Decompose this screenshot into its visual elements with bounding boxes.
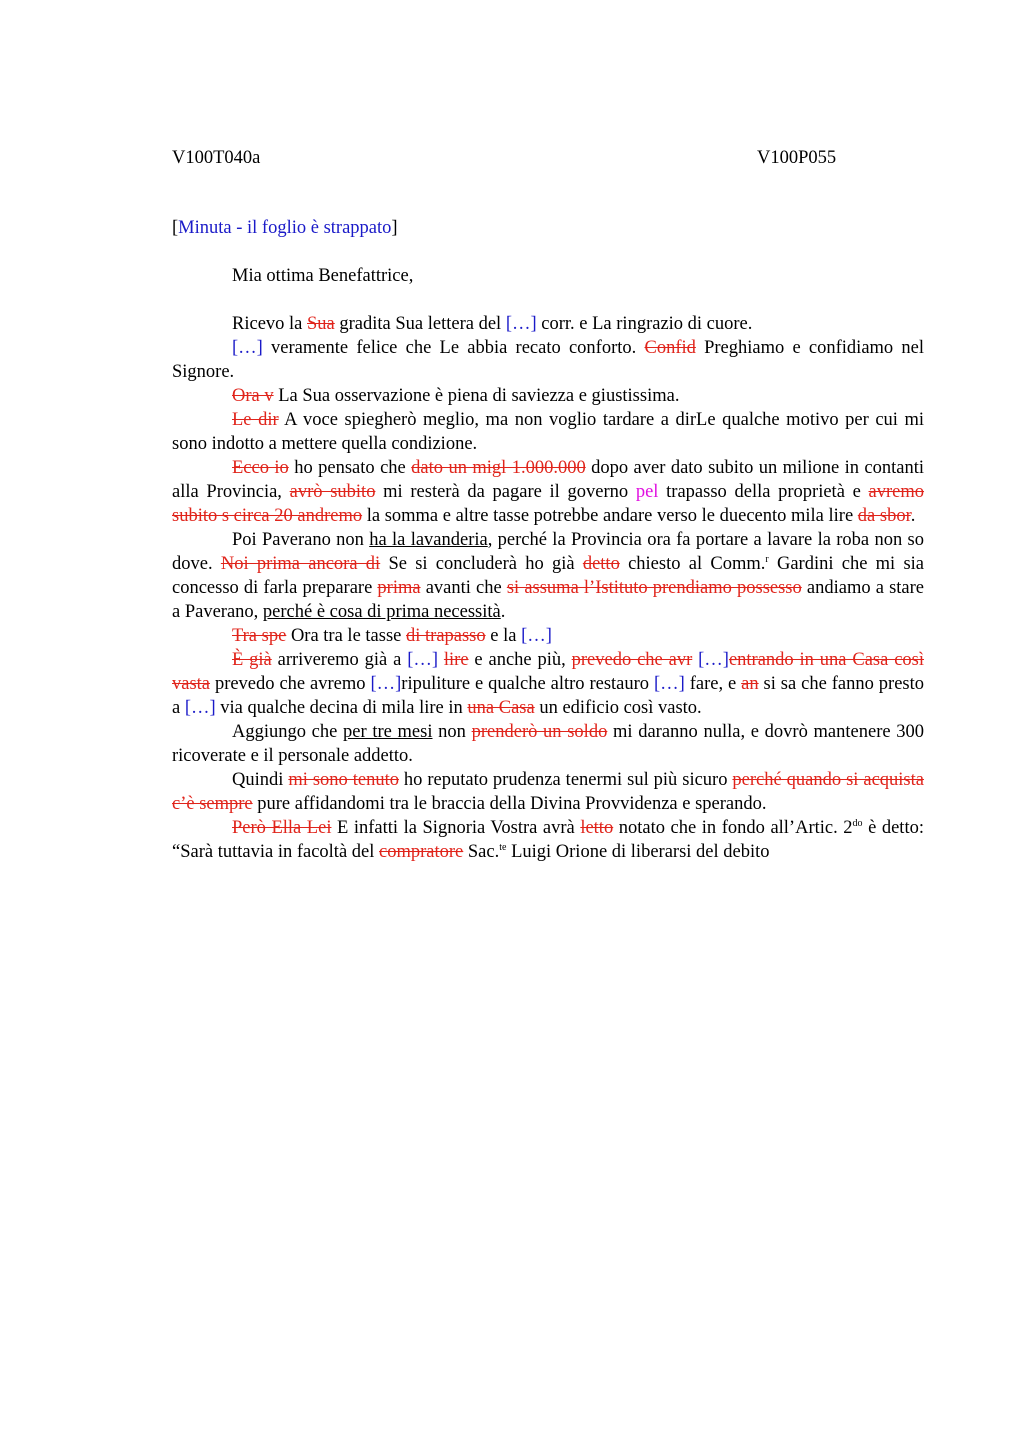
deleted-text: an xyxy=(741,674,759,694)
gap-marker: […] xyxy=(653,674,685,694)
deleted-text: compratore xyxy=(379,842,464,862)
gap-marker: […] xyxy=(370,674,402,694)
paragraph: Tra spe Ora tra le tasse di trapasso e la […] xyxy=(232,626,552,646)
underlined-text: per tre mesi xyxy=(343,722,433,742)
paragraph: […] veramente felice che Le abbia recato conforto. Confid Preghiamo e confidiamo nel Signore. xyxy=(172,338,924,382)
deleted-text: mi sono tenuto xyxy=(288,770,399,790)
paragraph: Però Ella Lei E infatti la Signoria Vostra avrà letto notato che in fondo all’Artic. $2^{do}$ è detto: “Sarà tuttavia in facoltà del compratore Sac.$^{te}$ Luigi Orione di liberarsi del debito xyxy=(172,818,924,862)
deleted-text: prenderò un soldo xyxy=(471,722,608,742)
gap-marker: […] xyxy=(232,338,263,358)
superscript: r xyxy=(765,554,769,565)
gap-marker: […] xyxy=(698,650,729,670)
deleted-text: detto xyxy=(582,554,620,574)
deleted-text: Tra spe xyxy=(232,626,287,646)
superscript: te xyxy=(499,842,507,853)
superscript: do xyxy=(852,818,863,829)
deleted-text: di trapasso xyxy=(406,626,486,646)
inserted-text: pel xyxy=(635,482,659,502)
paragraph: Quindi mi sono tenuto ho reputato prudenza tenermi sul più sicuro perché quando si acquista c’è sempre pure affidandomi tra le braccia della Divina Provvidenza e sperando. xyxy=(172,770,924,814)
letter-body xyxy=(172,216,924,864)
paragraph: Le dir A voce spiegherò meglio, ma non voglio tardare a dirLe qualche motivo per cui mi sono indotto a mettere quella condizione. xyxy=(172,410,925,454)
paragraph: Ecco io ho pensato che dato un migl 1.000.000 dopo aver dato subito un milione in contanti alla Provincia, avrò subito mi resterà da pagare il governo pel trapasso della proprietà e avremo subito s circa 20 andremo la somma e altre tasse potrebbe andare verso le duecento mila lire da sbor. xyxy=(172,458,925,526)
deleted-text: avremo subito s circa 20 andremo xyxy=(172,482,925,526)
document-code-left: V100T040a xyxy=(172,148,261,168)
gap-marker: […] xyxy=(505,314,537,334)
paragraph: Ora v La Sua osservazione è piena di saviezza e giustissima. xyxy=(232,386,680,406)
salutation: Mia ottima Benefattrice, xyxy=(232,266,414,286)
deleted-text: Confid xyxy=(644,338,696,358)
deleted-text: avrò subito xyxy=(289,482,376,502)
gap-marker: […] xyxy=(407,650,439,670)
underlined-text: perché è cosa di prima necessità xyxy=(262,602,501,622)
deleted-text: Ora v xyxy=(232,386,274,406)
paragraph: Ricevo la Sua gradita Sua lettera del […] corr. e La ringrazio di cuore. xyxy=(232,314,753,334)
deleted-text: Sua xyxy=(307,314,335,334)
deleted-text: si assuma l’Istituto prendiamo possesso xyxy=(506,578,802,598)
paragraph: È già arriveremo già a […] lire e anche più, prevedo che avr […]entrando in una Casa così vasta prevedo che avremo […]ripuliture e qualche altro restauro […] fare, e an si sa che fanno presto a […] via qualche decina di mila lire in una Casa un edificio così vasto. xyxy=(172,650,924,718)
deleted-text: prima xyxy=(377,578,421,598)
editorial-note: [Minuta - il foglio è strappato] xyxy=(172,218,398,238)
gap-marker: […] xyxy=(184,698,216,718)
deleted-text: da sbor xyxy=(857,506,911,526)
deleted-text: letto xyxy=(580,818,614,838)
gap-marker: […] xyxy=(521,626,552,646)
document-code-right: V100P055 xyxy=(757,148,837,168)
deleted-text: lire xyxy=(443,650,469,670)
deleted-text: Ecco io xyxy=(232,458,289,478)
deleted-text: Noi prima ancora di xyxy=(220,554,381,574)
editorial-note-text: Minuta - il foglio è strappato xyxy=(178,218,392,238)
deleted-text: perché quando si acquista c’è sempre xyxy=(172,770,924,814)
deleted-text: prevedo che avr xyxy=(571,650,693,670)
deleted-text: Però Ella Lei xyxy=(232,818,332,838)
deleted-text: Le dir xyxy=(232,410,279,430)
paragraph: Poi Paverano non ha la lavanderia, perché la Provincia ora fa portare a lavare la roba non so dove. Noi prima ancora di Se si concluderà ho già detto chiesto al Comm.$^r$ Gardini che mi sia concesso di farla preparare prima avanti che si assuma l’Istituto prendiamo possesso andiamo a stare a Paverano, perché è cosa di prima necessità. xyxy=(172,530,924,622)
deleted-text: entrando in una Casa così vasta xyxy=(172,650,924,694)
underlined-text: ha la lavanderia xyxy=(369,530,488,550)
deleted-text: È già xyxy=(232,650,272,670)
deleted-text: una Casa xyxy=(467,698,535,718)
paragraph: Aggiungo che per tre mesi non prenderò un soldo mi daranno nulla, e dovrò mantenere 300 ricoverate e il personale addetto. xyxy=(172,722,924,766)
deleted-text: dato un migl 1.000.000 xyxy=(411,458,586,478)
